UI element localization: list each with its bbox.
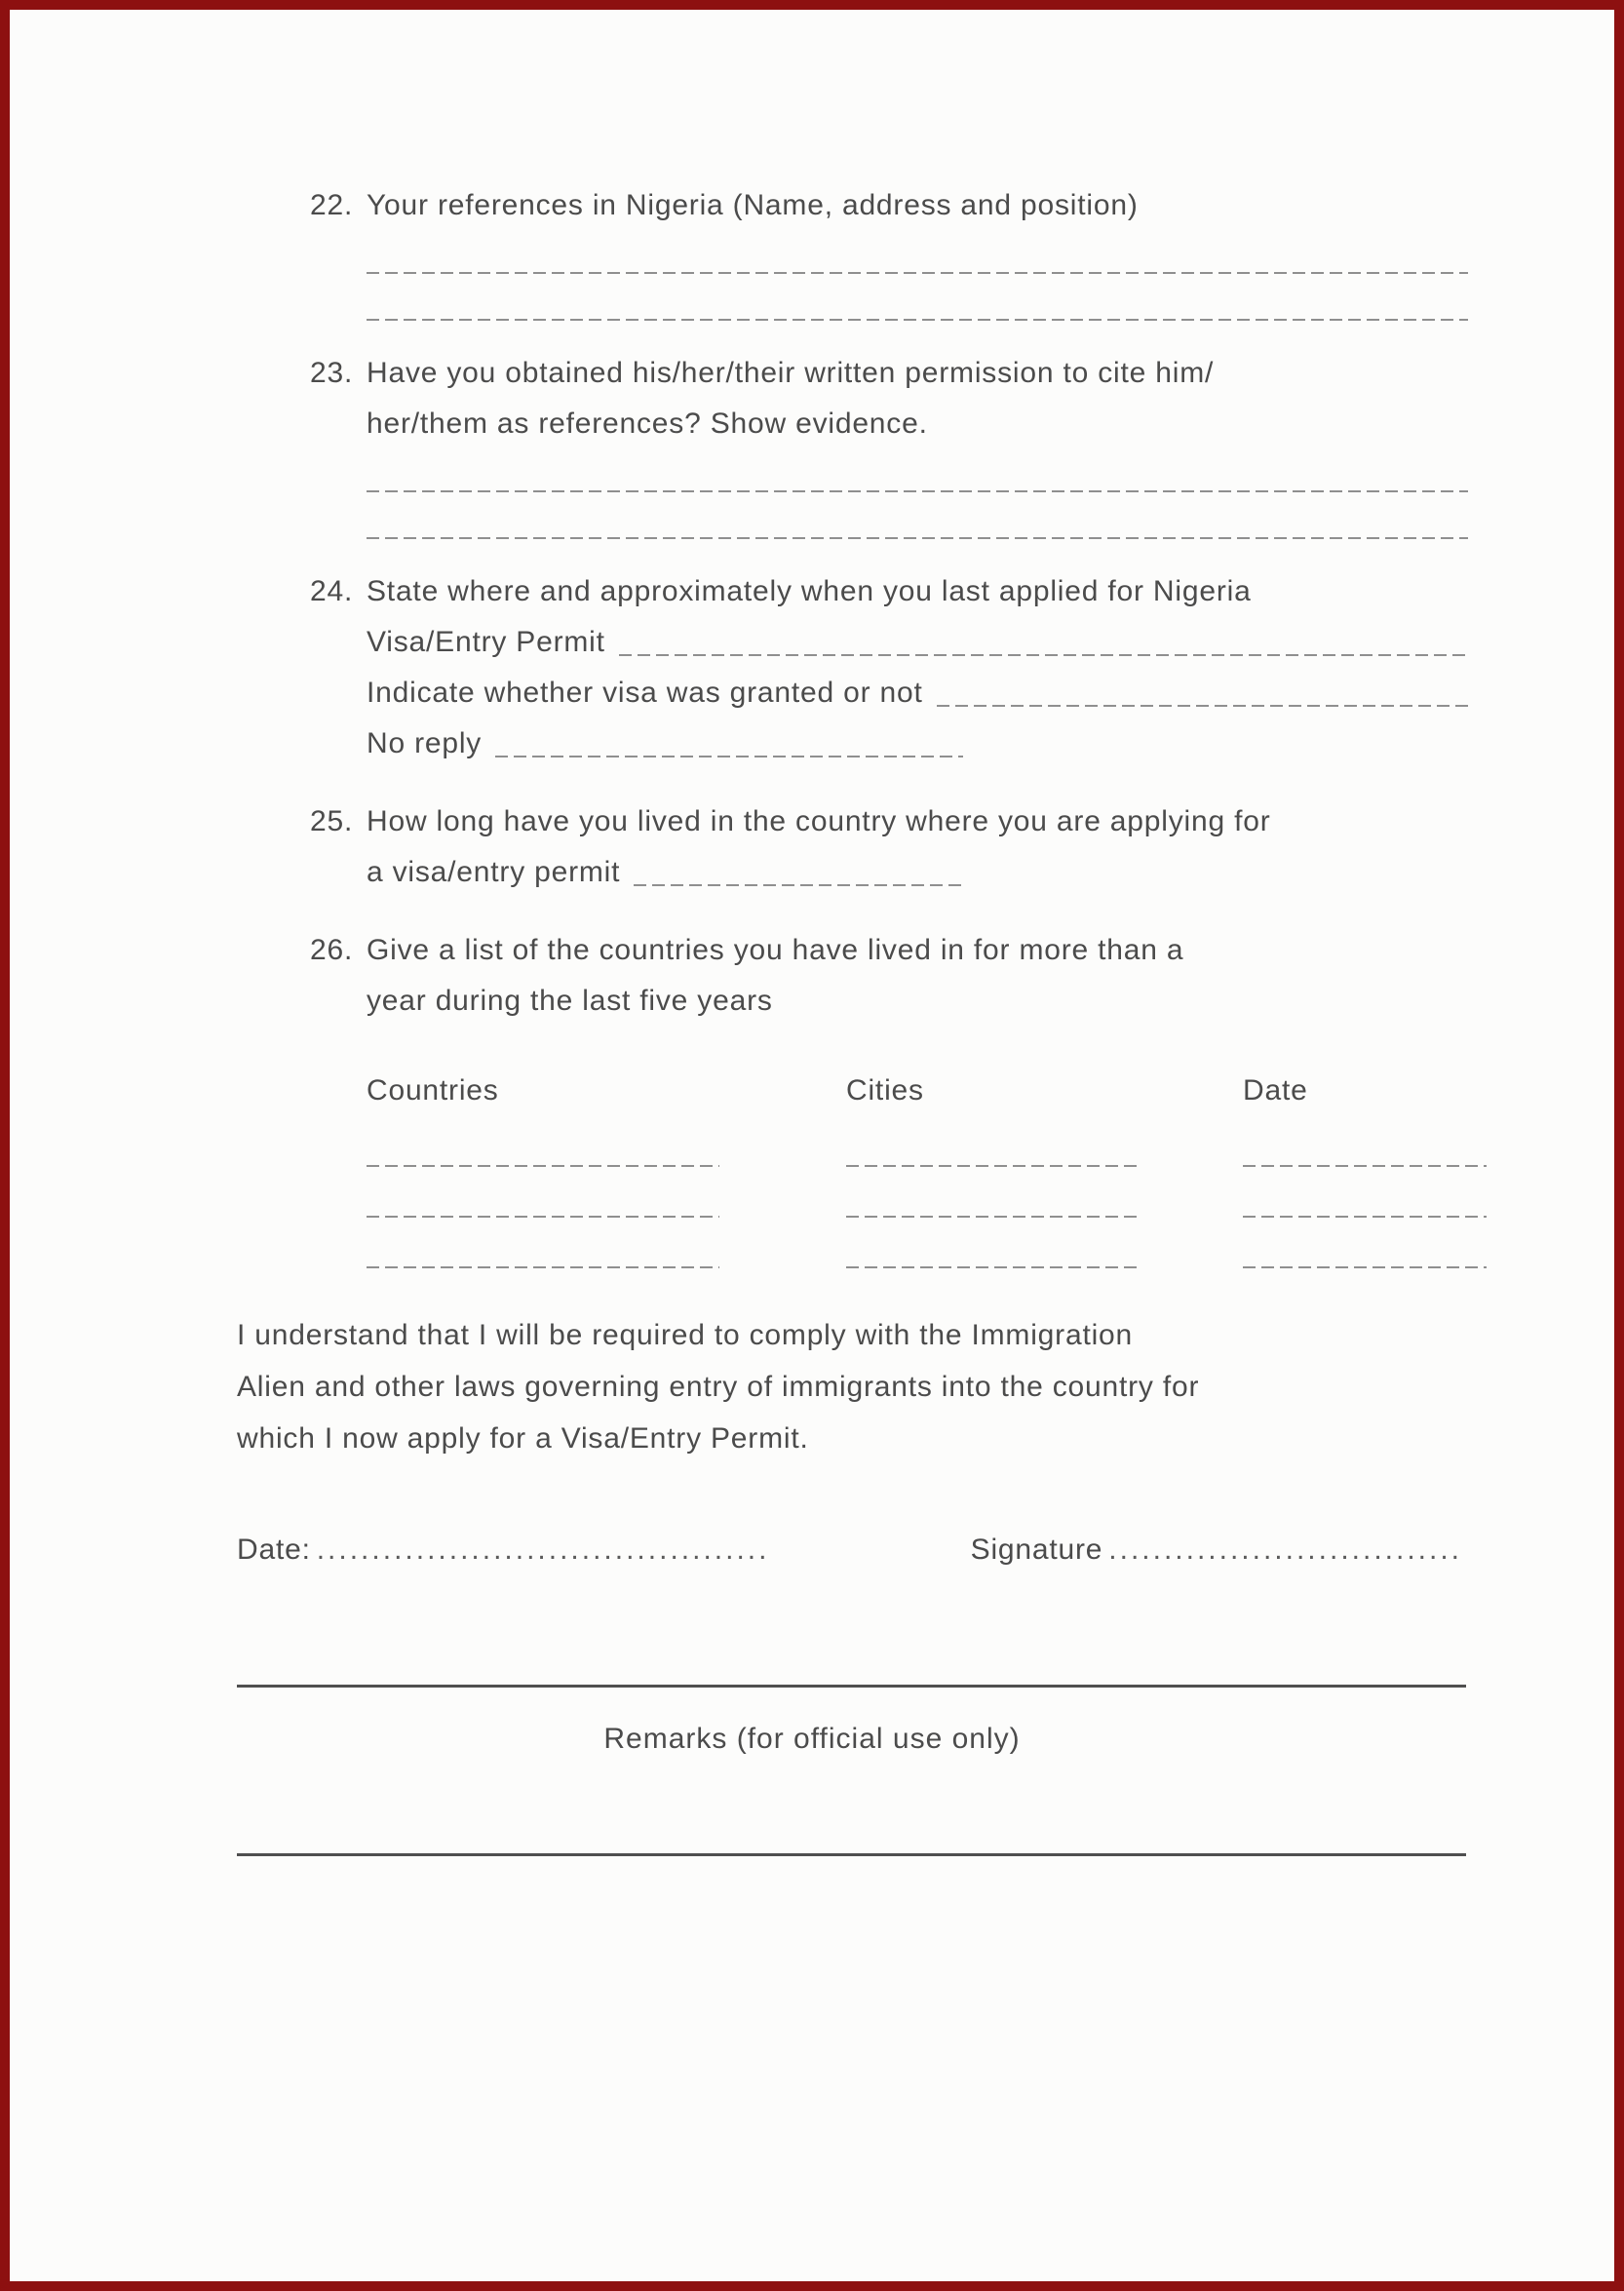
- signature-block: [971, 1525, 1462, 1575]
- declaration-paragraph: [237, 1309, 1449, 1464]
- column-header-date: Date: [1243, 1074, 1308, 1107]
- visa-entry-permit-label: Visa/Entry Permit: [367, 626, 605, 658]
- signoff-row: [237, 1525, 1462, 1575]
- question-22-row: [310, 180, 1468, 231]
- question-22-number: 22.: [310, 189, 354, 221]
- countries-table: [367, 1066, 1468, 1268]
- question-26-number: 26.: [310, 934, 354, 966]
- declaration-line2: Alien and other laws governing entry of immigrants into the country for: [237, 1371, 1200, 1403]
- question-23-text-line1: Have you obtained his/her/their written permission to cite him/: [367, 357, 1215, 389]
- fill-line: [1243, 1216, 1487, 1218]
- date-cell: [1243, 1266, 1487, 1268]
- fill-line: [937, 705, 1468, 707]
- remarks-title: Remarks (for official use only): [603, 1723, 1021, 1755]
- question-26-row: [310, 925, 1468, 976]
- fill-line: [367, 490, 1468, 492]
- question-23-row: [310, 348, 1468, 399]
- countries-cell: [367, 1216, 846, 1218]
- declaration-line1: I understand that I will be required to comply with the Immigration: [237, 1319, 1134, 1351]
- form-content: [10, 180, 1614, 1856]
- fill-line: [1243, 1266, 1487, 1268]
- fill-line: [367, 319, 1468, 321]
- no-reply-label: No reply: [367, 727, 483, 759]
- question-23: [310, 348, 1468, 539]
- date-dotted-line: .........................................: [316, 1534, 770, 1566]
- table-row: [367, 1266, 1468, 1268]
- question-23-number: 23.: [310, 357, 354, 389]
- question-26-text-line2: year during the last five years: [367, 985, 773, 1017]
- no-reply-field: [367, 718, 1468, 769]
- fill-line: [367, 1165, 719, 1167]
- visa-granted-field: [367, 668, 1468, 718]
- fill-line: [846, 1165, 1139, 1167]
- table-row: [367, 1165, 1468, 1167]
- question-24-number: 24.: [310, 575, 354, 607]
- question-26-text-line1: Give a list of the countries you have lived in for more than a: [367, 934, 1184, 966]
- table-header-row: [367, 1066, 1468, 1116]
- question-25: [310, 796, 1468, 898]
- fill-line: [634, 884, 965, 886]
- question-22: [310, 180, 1468, 321]
- fill-line: [367, 272, 1468, 274]
- date-cell: [1243, 1165, 1487, 1167]
- separator-line: [237, 1685, 1466, 1688]
- date-label: Date:: [237, 1534, 311, 1566]
- question-25-row: [310, 796, 1468, 847]
- date-cell: [1243, 1216, 1487, 1218]
- table-row: [367, 1216, 1468, 1218]
- cities-cell: [846, 1165, 1243, 1167]
- countries-cell: [367, 1266, 846, 1268]
- fill-line: [1243, 1165, 1487, 1167]
- declaration-line3: which I now apply for a Visa/Entry Permit.: [237, 1422, 809, 1455]
- question-25-number: 25.: [310, 805, 354, 837]
- fill-line: [846, 1216, 1139, 1218]
- visa-entry-permit-duration-field: [367, 847, 1468, 898]
- signature-dotted-line: ................................: [1108, 1534, 1462, 1566]
- question-26: [310, 925, 1468, 1027]
- fill-line: [619, 654, 1468, 656]
- fill-line: [495, 756, 963, 757]
- question-23-text-line2: her/them as references? Show evidence.: [367, 408, 928, 440]
- date-block: [237, 1525, 769, 1575]
- fill-line: [367, 537, 1468, 539]
- question-24-text-line1: State where and approximately when you last applied for Nigeria: [367, 575, 1252, 607]
- cities-cell: [846, 1266, 1243, 1268]
- fill-line: [367, 1266, 719, 1268]
- countries-cell: [367, 1165, 846, 1167]
- question-25-text-line1: How long have you lived in the country where you are applying for: [367, 805, 1271, 837]
- visa-granted-label: Indicate whether visa was granted or not: [367, 677, 923, 709]
- visa-entry-permit-field: [367, 617, 1468, 668]
- visa-entry-permit-duration-label: a visa/entry permit: [367, 856, 621, 888]
- question-22-text: Your references in Nigeria (Name, address and position): [367, 189, 1139, 221]
- signature-label: Signature: [970, 1534, 1103, 1566]
- cities-cell: [846, 1216, 1243, 1218]
- column-header-countries: Countries: [367, 1074, 499, 1107]
- separator-line: [237, 1853, 1466, 1856]
- question-24: [310, 566, 1468, 769]
- column-header-cities: Cities: [846, 1074, 924, 1107]
- fill-line: [846, 1266, 1139, 1268]
- fill-line: [367, 1216, 719, 1218]
- question-24-row: [310, 566, 1468, 617]
